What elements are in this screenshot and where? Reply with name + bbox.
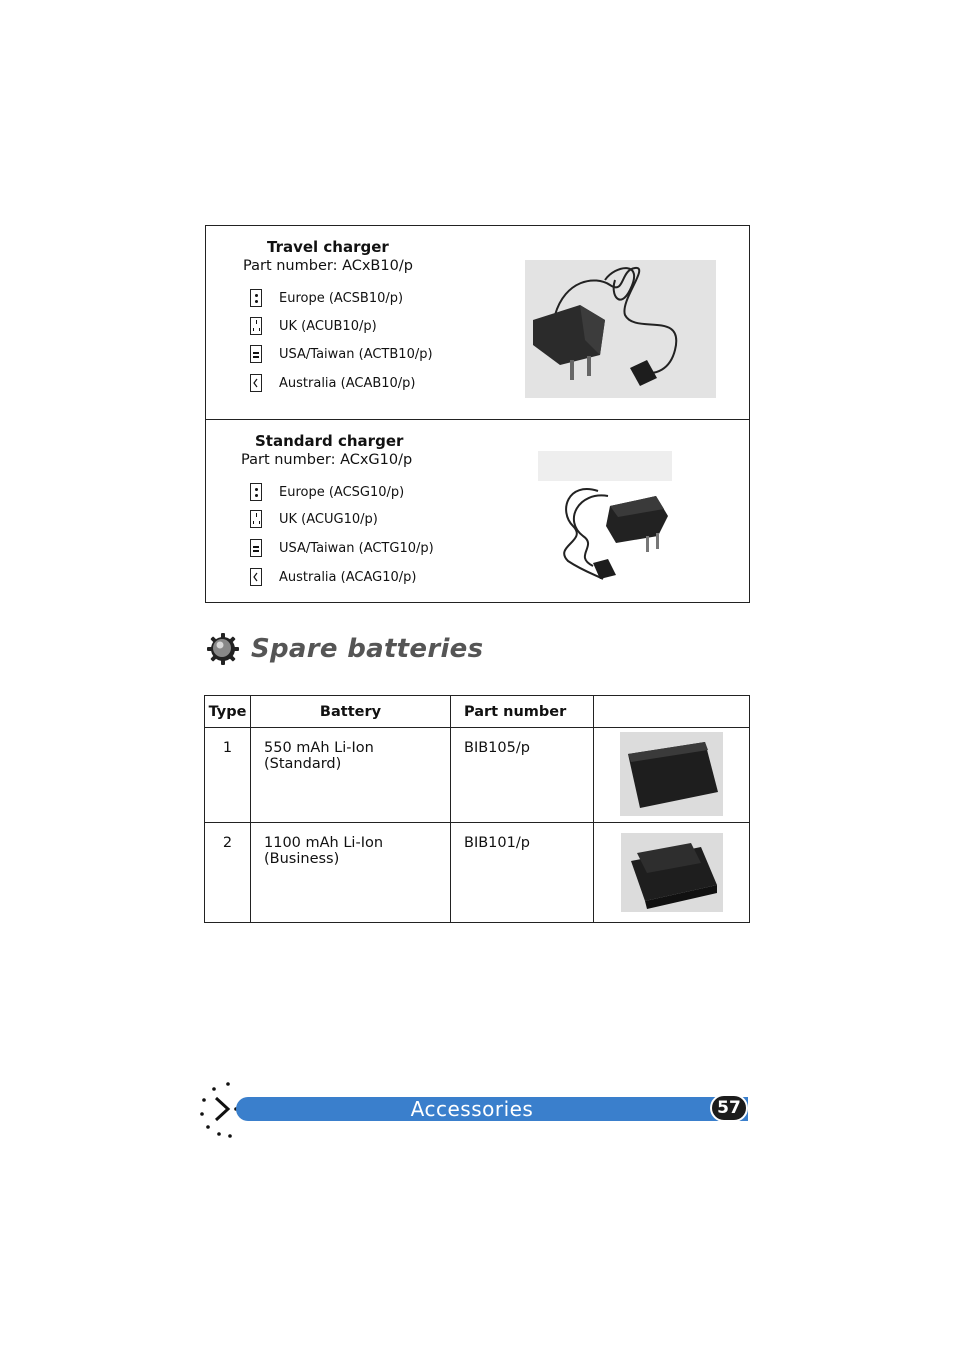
australia-plug-icon [250,374,262,392]
column-header-battery: Battery [251,696,451,728]
column-header-part-number: Part number [451,696,594,728]
table-row [205,728,750,823]
plug-row-uk [250,316,377,336]
usa-plug-icon [250,539,262,557]
battery-photo-cell [594,728,750,823]
plug-label: Australia (ACAB10/p) [279,375,416,391]
usa-plug-icon [250,345,262,363]
battery-variant: (Business) [264,851,340,867]
column-header-photo [594,696,750,728]
travel-charger-part-number: Part number: ACxB10/p [243,258,413,274]
battery-photo-cell [594,823,750,923]
standard-charger-photo [538,451,672,587]
spare-batteries-heading [207,629,483,669]
plug-row-usa [250,538,434,558]
section-heading: Spare batteries [251,634,484,664]
battery-description [251,823,451,923]
europe-plug-icon [250,289,262,307]
page-footer [198,1080,758,1140]
standard-battery-photo [620,732,723,816]
plug-row-europe [250,288,403,308]
battery-description [251,728,451,823]
battery-part-number: BIB105/p [451,728,594,823]
section-divider [206,419,749,420]
business-battery-photo [621,833,723,912]
column-header-type: Type [205,696,251,728]
battery-part-number: BIB101/p [451,823,594,923]
battery-variant: (Standard) [264,756,342,772]
plug-label: Europe (ACSG10/p) [279,484,405,500]
plug-label: UK (ACUG10/p) [279,511,378,527]
gear-icon [207,633,239,665]
standard-charger-part-number: Part number: ACxG10/p [241,452,413,468]
standard-charger-title: Standard charger [255,432,404,450]
table-header-row [205,696,750,728]
page-number: 57 [710,1094,748,1122]
plug-row-australia [250,373,416,393]
australia-plug-icon [250,568,262,586]
plug-row-uk [250,509,378,529]
battery-type: 1 [205,728,251,823]
battery-capacity: 1100 mAh Li-Ion [264,835,384,851]
plug-label: Australia (ACAG10/p) [279,569,417,585]
batteries-table [204,695,750,923]
chargers-box [205,225,750,603]
plug-label: USA/Taiwan (ACTG10/p) [279,540,434,556]
travel-charger-title: Travel charger [267,238,389,256]
table-row [205,823,750,923]
plug-label: USA/Taiwan (ACTB10/p) [279,346,433,362]
plug-row-usa [250,344,433,364]
plug-label: UK (ACUB10/p) [279,318,377,334]
europe-plug-icon [250,483,262,501]
uk-plug-icon [250,510,262,528]
footer-bar [236,1097,748,1121]
plug-row-europe [250,482,404,502]
plug-label: Europe (ACSB10/p) [279,290,404,306]
footer-section-title: Accessories [410,1097,534,1121]
battery-capacity: 550 mAh Li-Ion [264,740,374,756]
battery-type: 2 [205,823,251,923]
travel-charger-photo [525,260,716,398]
plug-row-australia [250,567,416,587]
uk-plug-icon [250,317,262,335]
